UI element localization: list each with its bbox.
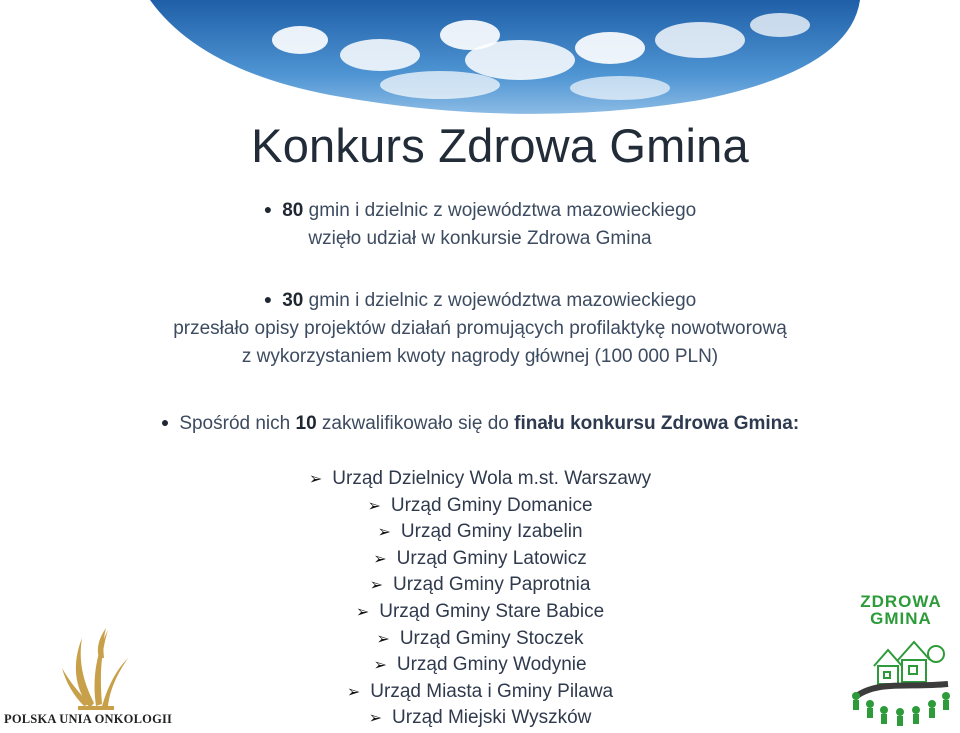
list-item-label: Urząd Miasta i Gminy Pilawa	[370, 680, 614, 702]
list-item	[0, 493, 960, 520]
list-item-label: Urząd Gminy Izabelin	[400, 521, 583, 543]
arrowhead-icon: ➢	[346, 683, 361, 701]
list-item-label: Urząd Miejski Wyszków	[392, 707, 592, 729]
list-item-label: Urząd Dzielnicy Wola m.st. Warszawy	[332, 468, 652, 489]
arrowhead-icon: ➢	[377, 524, 391, 542]
projects-count: 30	[282, 290, 304, 311]
finalists-count: 10	[295, 413, 317, 434]
participants-line1: gmin i dzielnic z województwa mazowieckiego	[303, 200, 697, 221]
bullet-icon: ●	[160, 414, 170, 430]
zdrowa-gmina-word1: ZDROWA	[860, 592, 942, 611]
arrowhead-icon: ➢	[355, 603, 370, 621]
arrowhead-icon: ➢	[373, 657, 387, 675]
arrowhead-icon: ➢	[373, 550, 387, 568]
list-item-label: Urząd Gminy Latowicz	[396, 547, 587, 569]
projects-line3: z wykorzystaniem kwoty nagrody głównej (100 000 PLN)	[241, 346, 719, 367]
arrowhead-icon: ➢	[367, 497, 381, 515]
polska-unia-onkologii-text: POLSKA UNIA ONKOLOGII	[4, 712, 173, 726]
list-item	[0, 519, 960, 546]
list-item	[0, 546, 960, 573]
arrowhead-icon: ➢	[376, 630, 390, 648]
bullet-finalists	[0, 408, 960, 438]
projects-line1: gmin i dzielnic z województwa mazowieckiego	[303, 290, 697, 311]
flame-emblem-icon	[4, 618, 179, 713]
bullet-icon: ●	[263, 291, 273, 307]
zdrowa-gmina-word2: GMINA	[870, 609, 932, 628]
bullet-projects	[0, 285, 960, 371]
list-item-label: Urząd Gminy Domanice	[390, 494, 593, 516]
list-item-label: Urząd Gminy Stoczek	[399, 627, 584, 649]
bullet-icon: ●	[263, 201, 273, 217]
arrowhead-icon: ➢	[368, 710, 383, 728]
arrowhead-icon: ➢	[308, 471, 323, 488]
projects-line2: przesłało opisy projektów działań promujących profilaktykę nowotworową	[173, 318, 787, 339]
bullet-participants	[0, 195, 960, 253]
list-item	[0, 466, 960, 493]
list-item	[0, 572, 960, 599]
finalists-strong: finału konkursu Zdrowa Gmina:	[514, 413, 800, 434]
page-title: Konkurs Zdrowa Gmina	[251, 119, 749, 172]
list-item-label: Urząd Gminy Stare Babice	[379, 600, 605, 622]
list-item-label: Urząd Gminy Wodynie	[396, 654, 587, 676]
list-item-label: Urząd Gminy Paprotnia	[392, 574, 591, 596]
participants-count: 80	[282, 200, 304, 221]
arrowhead-icon: ➢	[369, 577, 383, 595]
sky-banner	[0, 0, 960, 125]
participants-line2: wzięło udział w konkursie Zdrowa Gmina	[308, 228, 652, 249]
finalists-middle: zakwalifikowało się do	[316, 413, 515, 434]
finalists-prefix: Spośród nich	[179, 413, 296, 434]
